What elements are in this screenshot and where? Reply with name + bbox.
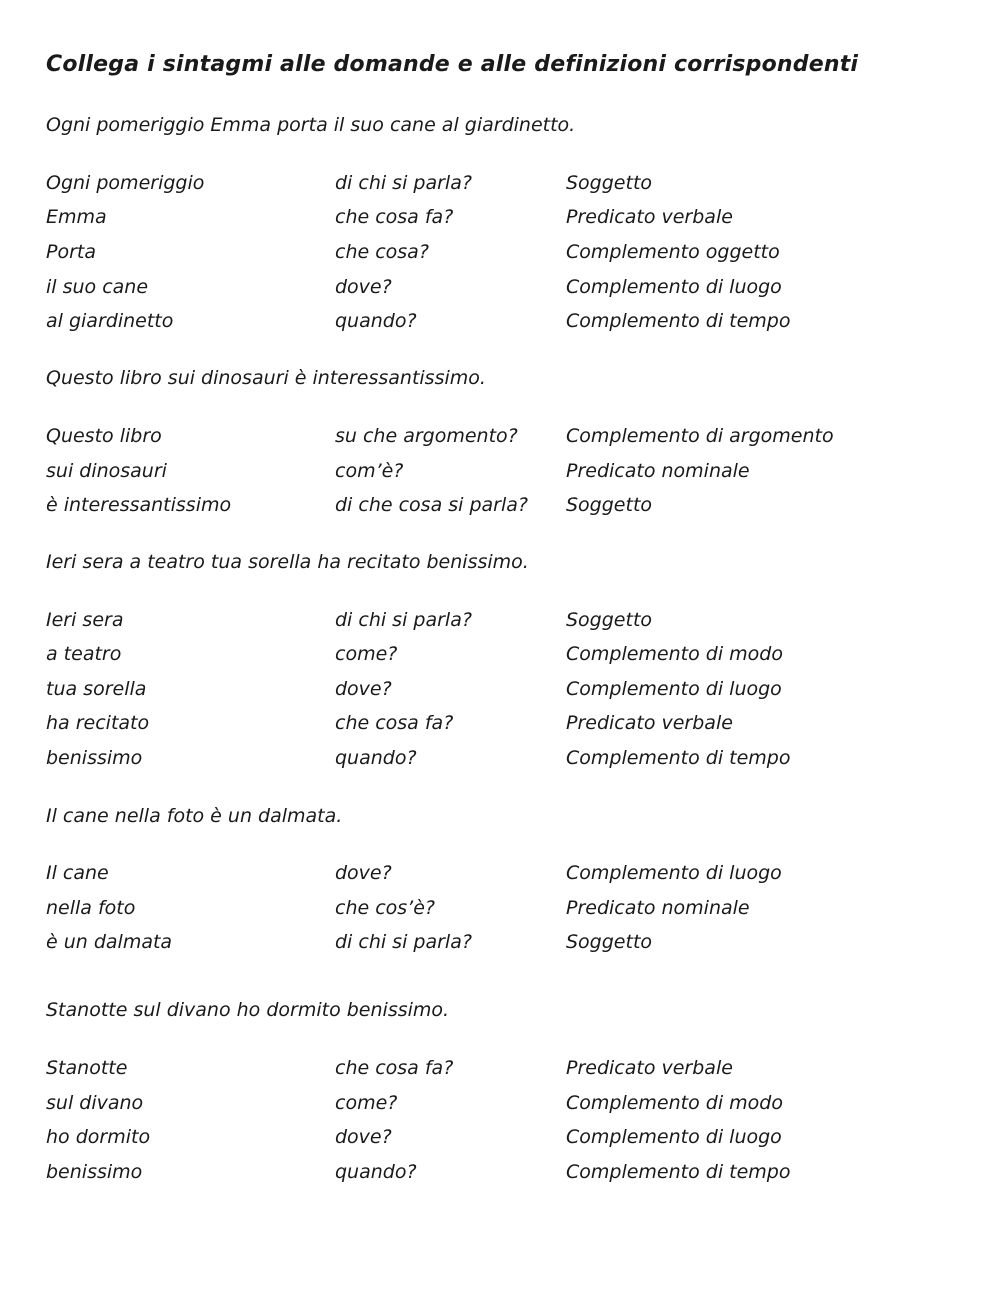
table-row: [0, 241, 1000, 271]
definition-item[interactable]: Predicato verbale: [566, 712, 733, 734]
definition-item[interactable]: Complemento di modo: [566, 643, 783, 665]
phrase-item[interactable]: ho dormito: [46, 1126, 151, 1148]
definition-item[interactable]: Predicato nominale: [566, 897, 750, 919]
definition-item[interactable]: Complemento di luogo: [566, 1126, 782, 1148]
question-item[interactable]: quando?: [335, 310, 417, 332]
table-row: [0, 609, 1000, 639]
definition-item[interactable]: Predicato nominale: [566, 460, 750, 482]
phrase-item[interactable]: Ogni pomeriggio: [46, 172, 205, 194]
page-title: Collega i sintagmi alle domande e alle definizioni corrispondenti: [46, 52, 859, 77]
question-item[interactable]: di chi si parla?: [335, 609, 472, 631]
table-row: [0, 494, 1000, 524]
table-row: [0, 276, 1000, 306]
definition-item[interactable]: Complemento oggetto: [566, 241, 780, 263]
question-item[interactable]: che cosa fa?: [335, 206, 454, 228]
definition-item[interactable]: Complemento di modo: [566, 1092, 783, 1114]
definition-item[interactable]: Complemento di tempo: [566, 747, 791, 769]
question-item[interactable]: di che cosa si parla?: [335, 494, 528, 516]
table-row: [0, 747, 1000, 777]
definition-item[interactable]: Soggetto: [566, 609, 653, 631]
table-row: [0, 931, 1000, 961]
question-item[interactable]: che cosa?: [335, 241, 429, 263]
table-row: [0, 425, 1000, 455]
phrase-item[interactable]: benissimo: [46, 747, 143, 769]
phrase-item[interactable]: Stanotte: [46, 1057, 128, 1079]
phrase-item[interactable]: sul divano: [46, 1092, 144, 1114]
question-item[interactable]: che cos’è?: [335, 897, 436, 919]
definition-item[interactable]: Complemento di luogo: [566, 678, 782, 700]
question-item[interactable]: su che argomento?: [335, 425, 518, 447]
exercise-sentence: Il cane nella foto è un dalmata.: [46, 805, 343, 827]
definition-item[interactable]: Predicato verbale: [566, 206, 733, 228]
question-item[interactable]: dove?: [335, 678, 392, 700]
phrase-item[interactable]: sui dinosauri: [46, 460, 167, 482]
question-item[interactable]: di chi si parla?: [335, 931, 472, 953]
table-row: [0, 310, 1000, 340]
table-row: [0, 460, 1000, 490]
exercise-sentence: Stanotte sul divano ho dormito benissimo.: [46, 999, 450, 1021]
table-row: [0, 643, 1000, 673]
question-item[interactable]: come?: [335, 1092, 398, 1114]
question-item[interactable]: che cosa fa?: [335, 1057, 454, 1079]
phrase-item[interactable]: è interessantissimo: [46, 494, 232, 516]
question-item[interactable]: quando?: [335, 747, 417, 769]
definition-item[interactable]: Complemento di argomento: [566, 425, 834, 447]
definition-item[interactable]: Complemento di tempo: [566, 1161, 791, 1183]
phrase-item[interactable]: nella foto: [46, 897, 136, 919]
phrase-item[interactable]: Ieri sera: [46, 609, 124, 631]
exercise-sentence: Questo libro sui dinosauri è interessantissimo.: [46, 367, 486, 389]
question-item[interactable]: dove?: [335, 862, 392, 884]
phrase-item[interactable]: benissimo: [46, 1161, 143, 1183]
phrase-item[interactable]: Questo libro: [46, 425, 162, 447]
phrase-item[interactable]: il suo cane: [46, 276, 149, 298]
exercise-sentence: Ogni pomeriggio Emma porta il suo cane al giardinetto.: [46, 114, 576, 136]
phrase-item[interactable]: a teatro: [46, 643, 122, 665]
definition-item[interactable]: Soggetto: [566, 494, 653, 516]
table-row: [0, 172, 1000, 202]
phrase-item[interactable]: è un dalmata: [46, 931, 173, 953]
table-row: [0, 1057, 1000, 1087]
question-item[interactable]: che cosa fa?: [335, 712, 454, 734]
table-row: [0, 1161, 1000, 1191]
definition-item[interactable]: Soggetto: [566, 931, 653, 953]
question-item[interactable]: come?: [335, 643, 398, 665]
table-row: [0, 897, 1000, 927]
phrase-item[interactable]: tua sorella: [46, 678, 147, 700]
question-item[interactable]: di chi si parla?: [335, 172, 472, 194]
phrase-item[interactable]: ha recitato: [46, 712, 150, 734]
exercise-sentence: Ieri sera a teatro tua sorella ha recitato benissimo.: [46, 551, 529, 573]
definition-item[interactable]: Complemento di luogo: [566, 862, 782, 884]
definition-item[interactable]: Predicato verbale: [566, 1057, 733, 1079]
phrase-item[interactable]: Il cane: [46, 862, 109, 884]
table-row: [0, 712, 1000, 742]
table-row: [0, 1126, 1000, 1156]
definition-item[interactable]: Soggetto: [566, 172, 653, 194]
table-row: [0, 678, 1000, 708]
question-item[interactable]: quando?: [335, 1161, 417, 1183]
question-item[interactable]: dove?: [335, 276, 392, 298]
question-item[interactable]: dove?: [335, 1126, 392, 1148]
phrase-item[interactable]: Porta: [46, 241, 96, 263]
phrase-item[interactable]: Emma: [46, 206, 107, 228]
definition-item[interactable]: Complemento di luogo: [566, 276, 782, 298]
table-row: [0, 862, 1000, 892]
question-item[interactable]: com’è?: [335, 460, 404, 482]
definition-item[interactable]: Complemento di tempo: [566, 310, 791, 332]
phrase-item[interactable]: al giardinetto: [46, 310, 174, 332]
table-row: [0, 1092, 1000, 1122]
table-row: [0, 206, 1000, 236]
